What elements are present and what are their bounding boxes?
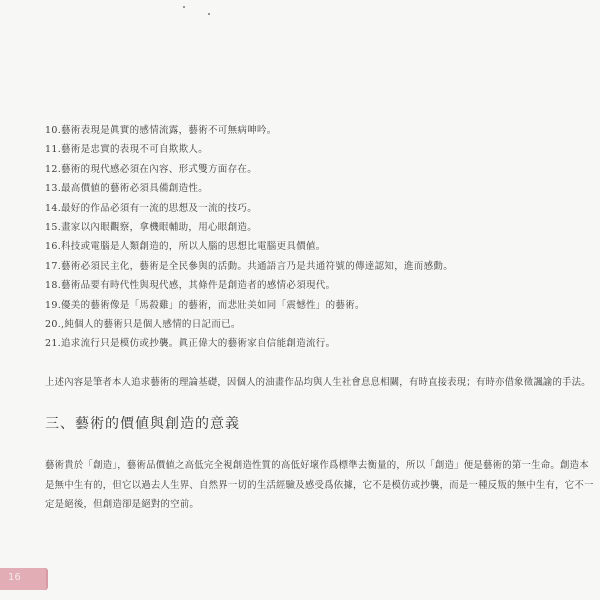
list-item: 20.,純個人的藝術只是個人感情的日記而已。 [45,319,241,331]
scan-speck [208,13,210,15]
page-number-tab [0,568,46,590]
art-principles-list [45,121,565,354]
list-item: 18.藝術品要有時代性與現代感，其條件是創造者的感情必須現代。 [45,280,336,292]
list-item: 11.藝術是忠實的表現不可自欺欺人。 [45,144,209,156]
list-item: 17.藝術必須民主化，藝術是全民參與的活動。共通語言乃是共通符號的傳達認知，進而感動。 [45,260,454,272]
list-item: 16.科技或電腦是人類創造的，所以人腦的思想比電腦更具價値。 [45,241,326,253]
section-heading: 三、藝術的價値與創造的意義 [45,416,240,432]
list-item: 10.藝術表現是眞實的感情流露，藝術不可無病呻吟。 [45,125,277,136]
paragraph-line: 是無中生有的，但它以過去人生界、自然界一切的生活經驗及感受爲依據，它不是模仿或抄襲，而是一種反叛的無中生有，它不一 [45,479,594,491]
page-number: 16 [8,572,21,583]
list-item: 14.最好的作品必須有一流的思想及一流的技巧。 [45,202,258,214]
list-item: 15.畫家以內眼觀察，拿機眼輔助，用心眼創造。 [45,222,258,234]
paragraph-line: 定是絕後，但創造卻是絕對的空前。 [45,499,200,510]
scan-speck [183,6,185,8]
list-item: 13.最高價値的藝術必須具備創造性。 [45,183,209,195]
summary-paragraph: 上述內容是筆者本人追求藝術的理論基礎，因個人的油畫作品均與人生社會息息相關，有時直接表現；有時亦借象徵諷諭的手法。 [45,377,591,388]
paragraph-line: 藝術貴於「創造」，藝術品價値之高低完全視創造性質的高低好壞作爲標準去衡量的，所以「創造」便是藝術的第一生命。創造本 [45,460,589,471]
body-paragraph [45,456,594,515]
list-item: 21.追求流行只是模仿或抄襲。眞正偉大的藝術家自信能創造流行。 [45,338,336,350]
list-item: 12.藝術的現代感必須在內容、形式雙方面存在。 [45,163,258,175]
list-item: 19.優美的藝術像是「馬殺雞」的藝術，而悲壯美如同「震憾性」的藝術。 [45,299,365,311]
